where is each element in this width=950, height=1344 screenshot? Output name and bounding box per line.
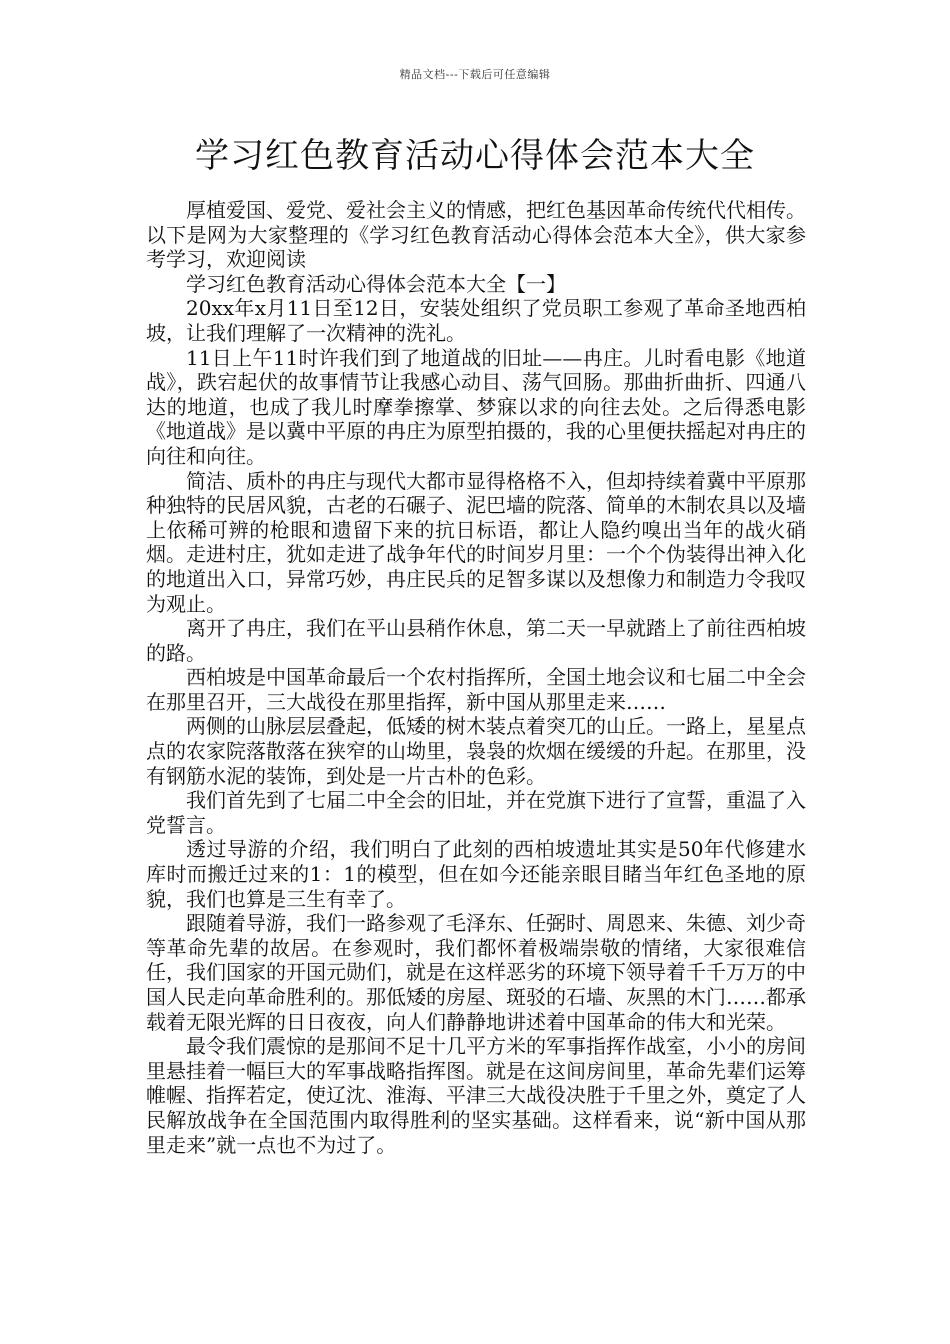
paragraph: 离开了冉庄，我们在平山县稍作休息，第二天一早就踏上了前往西柏坡的路。 [146,616,806,665]
paragraph: 20xx年x月11日至12日，安装处组织了党员职工参观了革命圣地西柏坡，让我们理解了一次精神的洗礼。 [146,296,806,345]
paragraph: 简洁、质朴的冉庄与现代大都市显得格格不入，但却持续着冀中平原那种独特的民居风貌，古老的石碾子、泥巴墙的院落、简单的木制农具以及墙上依稀可辨的枪眼和遗留下来的抗日标语，都让人隐约嗅出当年的战火硝烟。走进村庄，犹如走进了战争年代的时间岁月里：一个个伪装得出神入化的地道出入口，异常巧妙，冉庄民兵的足智多谋以及想像力和制造力令我叹为观止。 [146,468,806,616]
document-body [146,198,806,1157]
header-note: 精品文档---下载后可任意编辑 [399,68,551,81]
paragraph: 两侧的山脉层层叠起，低矮的树木装点着突兀的山丘。一路上，星星点点的农家院落散落在狭窄的山坳里，袅袅的炊烟在缓缓的升起。在那里，没有钢筋水泥的装饰，到处是一片古朴的色彩。 [146,714,806,788]
document-title: 学习红色教育活动心得体会范本大全 [195,136,755,176]
paragraph: 西柏坡是中国革命最后一个农村指挥所，全国土地会议和七届二中全会在那里召开，三大战役在那里指挥，新中国从那里走来…… [146,665,806,714]
paragraph: 11日上午11时许我们到了地道战的旧址——冉庄。儿时看电影《地道战》，跌宕起伏的故事情节让我感心动目、荡气回肠。那曲折曲折、四通八达的地道，也成了我儿时摩拳擦掌、梦寐以求的向往去处。之后得悉电影《地道战》是以冀中平原的冉庄为原型拍摄的，我的心里便扶摇起对冉庄的向往和向往。 [146,345,806,468]
paragraph-intro: 厚植爱国、爱党、爱社会主义的情感，把红色基因革命传统代代相传。以下是网为大家整理的《学习红色教育活动心得体会范本大全》，供大家参考学习，欢迎阅读 [146,198,806,272]
paragraph: 跟随着导游，我们一路参观了毛泽东、任弼时、周恩来、朱德、刘少奇等革命先辈的故居。在参观时，我们都怀着极端崇敬的情绪，大家很难信任，我们国家的开国元勋们，就是在这样恶劣的环境下领导着千千万万的中国人民走向革命胜利的。那低矮的房屋、斑驳的石墙、灰黑的木门……都承载着无限光辉的日日夜夜，向人们静静地讲述着中国革命的伟大和光荣。 [146,911,806,1034]
paragraph: 我们首先到了七届二中全会的旧址，并在党旗下进行了宣誓，重温了入党誓言。 [146,788,806,837]
paragraph: 透过导游的介绍，我们明白了此刻的西柏坡遗址其实是50年代修建水库时而搬迁过来的1：1的模型，但在如今还能亲眼目睹当年红色圣地的原貌，我们也算是三生有幸了。 [146,837,806,911]
paragraph: 最令我们震惊的是那间不足十几平方米的军事指挥作战室，小小的房间里悬挂着一幅巨大的军事战略指挥图。就是在这间房间里，革命先辈们运筹帷幄、指挥若定，使辽沈、淮海、平津三大战役决胜于千里之外，奠定了人民解放战争在全国范围内取得胜利的坚实基础。这样看来，说“新中国从那里走来”就一点也不为过了。 [146,1034,806,1157]
section-heading: 学习红色教育活动心得体会范本大全【一】 [186,271,566,296]
